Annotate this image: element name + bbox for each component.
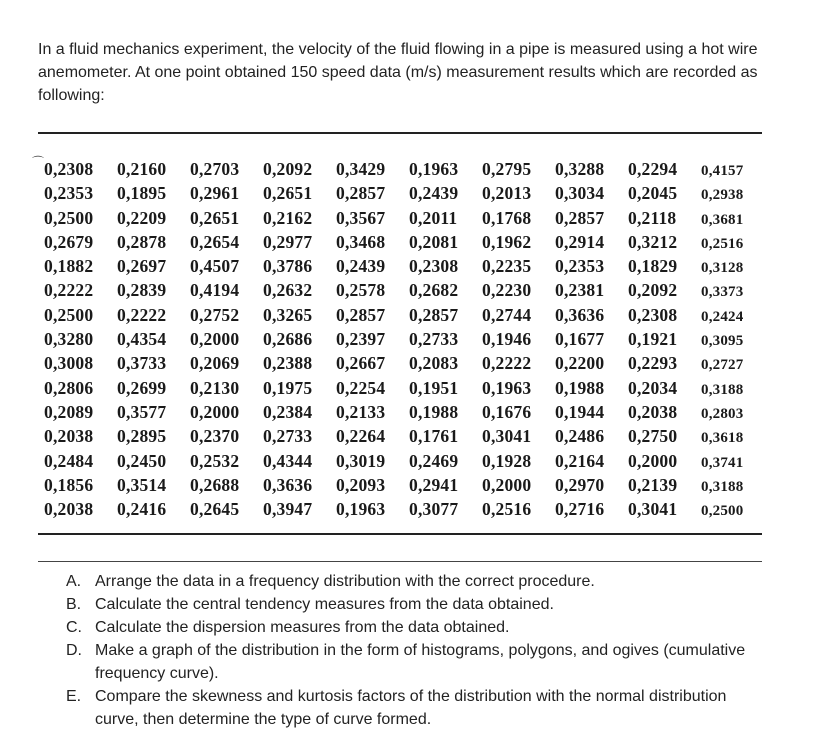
data-cell: 0,2450 <box>117 450 167 471</box>
data-cell: 0,2230 <box>482 280 532 301</box>
data-cell: 0,2857 <box>409 304 459 325</box>
data-cell: 0,2424 <box>701 308 744 325</box>
data-cell: 0,1928 <box>482 450 532 471</box>
data-cell: 0,4194 <box>190 280 240 301</box>
data-cell: 0,2806 <box>44 377 94 398</box>
question-text: Arrange the data in a frequency distribution with the correct procedure. <box>95 573 595 590</box>
data-cell: 0,3188 <box>701 478 744 495</box>
data-row <box>44 499 753 523</box>
data-cell: 0,3034 <box>555 183 605 204</box>
data-cell: 0,3212 <box>628 231 678 252</box>
data-cell: 0,2139 <box>628 474 678 495</box>
data-row <box>44 329 753 353</box>
data-cell: 0,2222 <box>44 280 94 301</box>
data-cell: 0,3514 <box>117 474 167 495</box>
data-cell: 0,1677 <box>555 329 605 350</box>
data-cell: 0,1895 <box>117 183 167 204</box>
data-cell: 0,2384 <box>263 401 313 422</box>
data-cell: 0,3128 <box>701 260 744 277</box>
data-cell: 0,2839 <box>117 280 167 301</box>
data-cell: 0,2895 <box>117 426 167 447</box>
data-cell: 0,2733 <box>409 329 459 350</box>
data-cell: 0,2133 <box>336 401 386 422</box>
data-cell: 0,2679 <box>44 231 94 252</box>
question-letter: A. <box>66 573 82 590</box>
data-cell: 0,3741 <box>701 454 744 471</box>
data-cell: 0,2200 <box>555 353 605 374</box>
data-cell: 0,2164 <box>555 450 605 471</box>
data-cell: 0,2089 <box>44 401 94 422</box>
data-cell: 0,4344 <box>263 450 313 471</box>
data-cell: 0,3373 <box>701 284 744 301</box>
data-cell: 0,1761 <box>409 426 459 447</box>
data-row <box>44 256 753 280</box>
data-cell: 0,2069 <box>190 353 240 374</box>
data-cell: 0,2038 <box>44 426 94 447</box>
data-cell: 0,3429 <box>336 159 386 179</box>
data-cell: 0,2532 <box>190 450 240 471</box>
data-cell: 0,2254 <box>336 377 386 398</box>
data-cell: 0,1963 <box>482 377 532 398</box>
data-cell: 0,2699 <box>117 377 167 398</box>
data-cell: 0,2716 <box>555 499 605 520</box>
data-cell: 0,2092 <box>263 159 313 179</box>
data-cell: 0,2130 <box>190 377 240 398</box>
question-item <box>66 639 766 685</box>
data-cell: 0,4354 <box>117 329 167 350</box>
data-row <box>44 208 753 232</box>
data-cell: 0,2682 <box>409 280 459 301</box>
data-cell: 0,2034 <box>628 377 678 398</box>
data-cell: 0,2667 <box>336 353 386 374</box>
data-cell: 0,2118 <box>628 207 677 228</box>
question-text: Compare the skewness and kurtosis factors of the distribution with the normal distribution curve, then determine the type of curve formed. <box>95 688 727 728</box>
question-text: Calculate the dispersion measures from the data obtained. <box>95 619 510 636</box>
data-cell: 0,2160 <box>117 159 167 179</box>
data-row <box>44 159 753 183</box>
data-cell: 0,2857 <box>336 304 386 325</box>
data-cell: 0,3041 <box>628 499 678 520</box>
data-cell: 0,2484 <box>44 450 94 471</box>
data-cell: 0,2744 <box>482 304 532 325</box>
data-cell: 0,2970 <box>555 474 605 495</box>
data-cell: 0,2795 <box>482 159 532 179</box>
data-cell: 0,2308 <box>409 256 459 277</box>
question-letter: E. <box>66 688 82 705</box>
data-cell: 0,3947 <box>263 499 313 520</box>
data-cell: 0,2093 <box>336 474 386 495</box>
data-cell: 0,2703 <box>190 159 240 179</box>
data-cell: 0,3567 <box>336 207 386 228</box>
question-item <box>66 685 766 731</box>
data-cell: 0,3681 <box>701 211 744 228</box>
data-cell: 0,2370 <box>190 426 240 447</box>
data-cell: 0,1768 <box>482 207 532 228</box>
data-cell: 0,2651 <box>263 183 313 204</box>
data-cell: 0,2686 <box>263 329 313 350</box>
data-cell: 0,1946 <box>482 329 532 350</box>
data-cell: 0,2632 <box>263 280 313 301</box>
data-cell: 0,1988 <box>409 401 459 422</box>
data-cell: 0,2222 <box>117 304 167 325</box>
data-cell: 0,2000 <box>482 474 532 495</box>
data-cell: 0,1882 <box>44 256 94 277</box>
data-cell: 0,4157 <box>701 163 744 179</box>
data-cell: 0,2500 <box>44 207 94 228</box>
data-cell: 0,2439 <box>336 256 386 277</box>
data-cell: 0,3288 <box>555 159 605 179</box>
data-cell: 0,2222 <box>482 353 532 374</box>
data-cell: 0,2294 <box>628 159 678 179</box>
question-letter: C. <box>66 619 82 636</box>
data-cell: 0,2752 <box>190 304 240 325</box>
data-cell: 0,2264 <box>336 426 386 447</box>
data-cell: 0,2397 <box>336 329 386 350</box>
data-cell: 0,2803 <box>701 405 744 422</box>
problem-intro: In a fluid mechanics experiment, the velocity of the fluid flowing in a pipe is measured using a hot wire anemometer. At one point obtained 150 speed data (m/s) measurement results which are recorded as following: <box>38 41 758 104</box>
data-row <box>44 475 753 499</box>
data-cell: 0,3468 <box>336 231 386 252</box>
data-cell: 0,2416 <box>117 499 167 520</box>
data-cell: 0,1921 <box>628 329 678 350</box>
data-cell: 0,2857 <box>555 207 605 228</box>
question-item <box>66 593 766 616</box>
data-cell: 0,2000 <box>628 450 678 471</box>
data-row <box>44 402 753 426</box>
data-cell: 0,2654 <box>190 231 240 252</box>
data-cell: 0,2857 <box>336 183 386 204</box>
data-cell: 0,3577 <box>117 401 167 422</box>
data-cell: 0,3733 <box>117 353 167 374</box>
data-cell: 0,1988 <box>555 377 605 398</box>
data-row <box>44 426 753 450</box>
data-cell: 0,4507 <box>190 256 240 277</box>
data-cell: 0,3188 <box>701 381 744 398</box>
data-cell: 0,2013 <box>482 183 532 204</box>
data-cell: 0,2914 <box>555 231 605 252</box>
data-cell: 0,3008 <box>44 353 94 374</box>
data-cell: 0,2209 <box>117 207 167 228</box>
data-cell: 0,2388 <box>263 353 313 374</box>
data-row <box>44 280 753 304</box>
data-row <box>44 451 753 475</box>
data-cell: 0,2941 <box>409 474 459 495</box>
handwritten-mark: ⌒ <box>32 155 45 169</box>
data-cell: 0,2038 <box>628 401 678 422</box>
data-cell: 0,3618 <box>701 430 744 447</box>
data-cell: 0,1676 <box>482 401 532 422</box>
data-cell: 0,1856 <box>44 474 94 495</box>
data-row <box>44 232 753 256</box>
question-item <box>66 616 766 639</box>
table-bottom-rule <box>38 533 762 535</box>
question-text: Make a graph of the distribution in the form of histograms, polygons, and ogives (cumulative frequency curve). <box>95 642 746 682</box>
data-cell: 0,2083 <box>409 353 459 374</box>
data-cell: 0,2651 <box>190 207 240 228</box>
data-cell: 0,2000 <box>190 401 240 422</box>
speed-data-table <box>44 159 753 523</box>
data-cell: 0,2878 <box>117 231 167 252</box>
data-cell: 0,1962 <box>482 231 532 252</box>
data-cell: 0,2516 <box>482 499 532 520</box>
data-cell: 0,2961 <box>190 183 240 204</box>
data-row <box>44 353 753 377</box>
data-cell: 0,1975 <box>263 377 313 398</box>
data-cell: 0,2439 <box>409 183 459 204</box>
data-cell: 0,2293 <box>628 353 678 374</box>
data-cell: 0,2697 <box>117 256 167 277</box>
data-cell: 0,2938 <box>701 187 744 204</box>
data-cell: 0,2500 <box>44 304 94 325</box>
data-cell: 0,2750 <box>628 426 678 447</box>
data-row <box>44 305 753 329</box>
data-cell: 0,2308 <box>628 304 678 325</box>
data-cell: 0,1829 <box>628 256 678 277</box>
table-bottom-rule-thin <box>38 561 762 562</box>
data-cell: 0,3077 <box>409 499 459 520</box>
data-cell: 0,2000 <box>190 329 240 350</box>
question-letter: D. <box>66 642 82 659</box>
data-cell: 0,2011 <box>409 207 458 228</box>
question-text: Calculate the central tendency measures from the data obtained. <box>95 596 554 613</box>
data-row <box>44 183 753 207</box>
data-cell: 0,2578 <box>336 280 386 301</box>
data-cell: 0,3636 <box>263 474 313 495</box>
data-cell: 0,2516 <box>701 235 744 252</box>
data-cell: 0,2353 <box>555 256 605 277</box>
question-item <box>66 570 766 593</box>
data-cell: 0,3041 <box>482 426 532 447</box>
data-cell: 0,2469 <box>409 450 459 471</box>
data-cell: 0,1951 <box>409 377 459 398</box>
data-cell: 0,2235 <box>482 256 532 277</box>
data-cell: 0,2486 <box>555 426 605 447</box>
question-list <box>66 570 766 731</box>
data-cell: 0,2727 <box>701 357 744 374</box>
data-cell: 0,3019 <box>336 450 386 471</box>
data-cell: 0,2688 <box>190 474 240 495</box>
data-cell: 0,3265 <box>263 304 313 325</box>
data-cell: 0,2162 <box>263 207 313 228</box>
data-cell: 0,1963 <box>409 159 459 179</box>
data-cell: 0,3786 <box>263 256 313 277</box>
data-cell: 0,1963 <box>336 499 386 520</box>
data-row <box>44 378 753 402</box>
data-cell: 0,2308 <box>44 159 94 179</box>
question-letter: B. <box>66 596 82 613</box>
data-cell: 0,2353 <box>44 183 94 204</box>
data-cell: 0,3636 <box>555 304 605 325</box>
data-cell: 0,3280 <box>44 329 94 350</box>
data-cell: 0,2381 <box>555 280 605 301</box>
data-cell: 0,2081 <box>409 231 459 252</box>
data-cell: 0,2645 <box>190 499 240 520</box>
data-cell: 0,2500 <box>701 503 744 520</box>
data-cell: 0,3095 <box>701 333 744 350</box>
data-cell: 0,2038 <box>44 499 94 520</box>
data-cell: 0,2977 <box>263 231 313 252</box>
data-cell: 0,2045 <box>628 183 678 204</box>
data-cell: 0,2092 <box>628 280 678 301</box>
data-cell: 0,1944 <box>555 401 605 422</box>
data-cell: 0,2733 <box>263 426 313 447</box>
table-top-rule <box>38 132 762 134</box>
